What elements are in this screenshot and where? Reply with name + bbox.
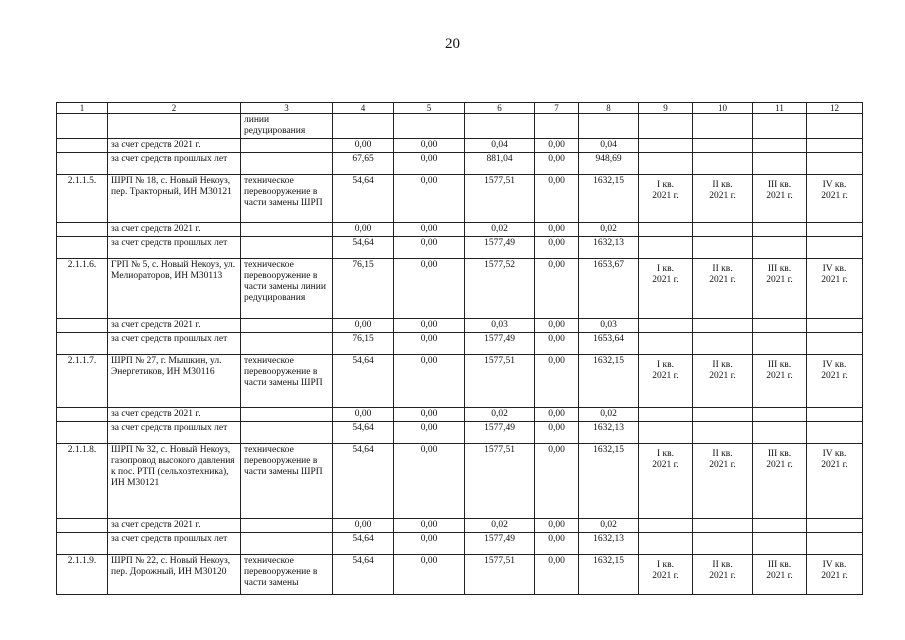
item-number: 2.1.1.8. — [57, 444, 108, 519]
object-name: ШРП № 27, г. Мышкин, ул. Энергетиков, ИН М30116 — [108, 355, 241, 408]
quarter-label: I кв. — [656, 360, 674, 370]
quarter-label: IV кв. — [822, 360, 847, 370]
value-cell: 0,00 — [535, 175, 579, 223]
funding-row — [57, 519, 863, 533]
value-cell: 0,02 — [465, 223, 535, 237]
header-cell: 1 — [57, 103, 108, 114]
value-cell: 0,00 — [394, 223, 465, 237]
value-cell: 1632,13 — [579, 533, 639, 555]
value-cell: 0,02 — [579, 223, 639, 237]
quarter-cell — [639, 444, 693, 519]
value-cell: 0,02 — [579, 519, 639, 533]
value-cell: 1577,49 — [465, 333, 535, 355]
quarter-year: 2021 г. — [709, 191, 736, 201]
quarter-label: II кв. — [712, 560, 733, 570]
funding-row — [57, 237, 863, 259]
value-cell: 0,00 — [535, 422, 579, 444]
funding-row — [57, 333, 863, 355]
value-cell: 67,65 — [333, 153, 394, 175]
value-cell: 881,04 — [465, 153, 535, 175]
quarter-label: I кв. — [656, 560, 674, 570]
table-row — [57, 355, 863, 408]
header-cell: 2 — [108, 103, 241, 114]
work-description: техническое перевооружение в части замены ШРП — [241, 355, 333, 408]
quarter-cell — [693, 555, 753, 595]
value-cell: 1653,64 — [579, 333, 639, 355]
value-cell: 0,00 — [333, 408, 394, 422]
funding-label: за счет средств 2021 г. — [108, 223, 241, 237]
quarter-cell — [753, 555, 807, 595]
quarter-label: IV кв. — [822, 560, 847, 570]
quarter-year: 2021 г. — [766, 275, 793, 285]
quarter-year: 2021 г. — [766, 460, 793, 470]
header-cell: 4 — [333, 103, 394, 114]
quarter-label: II кв. — [712, 449, 733, 459]
value-cell: 54,64 — [333, 422, 394, 444]
quarter-label: I кв. — [656, 180, 674, 190]
value-cell: 0,02 — [465, 408, 535, 422]
value-cell: 0,00 — [394, 153, 465, 175]
work-description: техническое перевооружение в части замены ШРП — [241, 444, 333, 519]
work-description: техническое перевооружение в части замены ШРП — [241, 175, 333, 223]
quarter-cell — [753, 355, 807, 408]
value-cell: 0,00 — [535, 139, 579, 153]
quarter-year: 2021 г. — [709, 571, 736, 581]
value-cell: 1577,49 — [465, 237, 535, 259]
quarter-label: III кв. — [767, 264, 792, 274]
quarter-year: 2021 г. — [821, 275, 848, 285]
quarter-label: II кв. — [712, 180, 733, 190]
page-number: 20 — [445, 36, 460, 52]
object-name: ШРП № 22, с. Новый Некоуз, пер. Дорожный, ИН М30120 — [108, 555, 241, 595]
value-cell: 0,00 — [333, 319, 394, 333]
quarter-label: III кв. — [767, 180, 792, 190]
quarter-year: 2021 г. — [821, 371, 848, 381]
quarter-label: IV кв. — [822, 264, 847, 274]
table-row — [57, 259, 863, 319]
quarter-cell — [693, 355, 753, 408]
quarter-year: 2021 г. — [766, 191, 793, 201]
value-cell: 948,69 — [579, 153, 639, 175]
value-cell: 0,00 — [535, 237, 579, 259]
quarter-year: 2021 г. — [652, 191, 679, 201]
value-cell: 0,00 — [535, 555, 579, 595]
quarter-cell — [639, 175, 693, 223]
value-cell: 0,00 — [535, 408, 579, 422]
quarter-year: 2021 г. — [709, 371, 736, 381]
header-cell: 11 — [753, 103, 807, 114]
value-cell: 1632,15 — [579, 355, 639, 408]
value-cell: 0,04 — [579, 139, 639, 153]
value-cell: 0,00 — [535, 519, 579, 533]
table-row — [57, 555, 863, 595]
value-cell: 0,00 — [333, 223, 394, 237]
value-cell: 0,02 — [579, 408, 639, 422]
quarter-cell — [807, 444, 863, 519]
quarter-label: III кв. — [767, 360, 792, 370]
value-cell: 1632,15 — [579, 555, 639, 595]
value-cell: 0,00 — [394, 408, 465, 422]
funding-label: за счет средств прошлых лет — [108, 237, 241, 259]
quarter-year: 2021 г. — [821, 571, 848, 581]
value-cell: 0,00 — [394, 355, 465, 408]
work-description: техническое перевооружение в части замены линии редуцирования — [241, 259, 333, 319]
header-row — [57, 103, 863, 114]
object-name: ШРП № 18, с. Новый Некоуз, пер. Тракторный, ИН М30121 — [108, 175, 241, 223]
quarter-cell — [807, 175, 863, 223]
value-cell: 76,15 — [333, 333, 394, 355]
value-cell: 0,00 — [394, 139, 465, 153]
funding-label: за счет средств 2021 г. — [108, 519, 241, 533]
quarter-year: 2021 г. — [652, 460, 679, 470]
quarter-label: II кв. — [712, 264, 733, 274]
quarter-year: 2021 г. — [821, 191, 848, 201]
value-cell: 0,00 — [535, 259, 579, 319]
quarter-year: 2021 г. — [652, 371, 679, 381]
header-cell: 7 — [535, 103, 579, 114]
value-cell: 1577,49 — [465, 422, 535, 444]
value-cell: 0,00 — [394, 333, 465, 355]
value-cell: 0,00 — [394, 519, 465, 533]
quarter-cell — [753, 175, 807, 223]
value-cell: 0,00 — [394, 555, 465, 595]
value-cell: 1632,15 — [579, 175, 639, 223]
header-cell: 9 — [639, 103, 693, 114]
value-cell: 0,00 — [333, 519, 394, 533]
header-cell: 12 — [807, 103, 863, 114]
table-row — [57, 175, 863, 223]
funding-row — [57, 533, 863, 555]
value-cell: 0,00 — [394, 422, 465, 444]
object-name: ГРП № 5, с. Новый Некоуз, ул. Мелиораторов, ИН М30113 — [108, 259, 241, 319]
value-cell: 54,64 — [333, 175, 394, 223]
quarter-cell — [807, 355, 863, 408]
value-cell: 0,00 — [394, 237, 465, 259]
work-description: техническое перевооружение в части замены — [241, 555, 333, 595]
header-cell: 8 — [579, 103, 639, 114]
value-cell: 54,64 — [333, 237, 394, 259]
value-cell: 0,00 — [535, 355, 579, 408]
value-cell: 54,64 — [333, 533, 394, 555]
value-cell: 0,00 — [535, 533, 579, 555]
value-cell: 0,00 — [394, 533, 465, 555]
quarter-label: I кв. — [656, 264, 674, 274]
value-cell: 1632,13 — [579, 422, 639, 444]
work-description: линии редуцирования — [241, 114, 333, 139]
funding-label: за счет средств 2021 г. — [108, 408, 241, 422]
value-cell: 1632,13 — [579, 237, 639, 259]
value-cell: 54,64 — [333, 355, 394, 408]
quarter-year: 2021 г. — [709, 460, 736, 470]
quarter-cell — [693, 259, 753, 319]
quarter-cell — [639, 555, 693, 595]
quarter-cell — [807, 259, 863, 319]
value-cell: 1577,49 — [465, 533, 535, 555]
value-cell: 54,64 — [333, 555, 394, 595]
value-cell: 1653,67 — [579, 259, 639, 319]
quarter-year: 2021 г. — [821, 460, 848, 470]
value-cell: 0,03 — [579, 319, 639, 333]
quarter-year: 2021 г. — [766, 571, 793, 581]
value-cell: 0,00 — [394, 444, 465, 519]
value-cell: 0,03 — [465, 319, 535, 333]
funding-label: за счет средств прошлых лет — [108, 333, 241, 355]
header-cell: 10 — [693, 103, 753, 114]
item-number: 2.1.1.5. — [57, 175, 108, 223]
quarter-label: IV кв. — [822, 180, 847, 190]
value-cell: 0,00 — [333, 139, 394, 153]
value-cell: 0,00 — [535, 223, 579, 237]
value-cell: 1577,51 — [465, 355, 535, 408]
value-cell: 0,00 — [535, 444, 579, 519]
funding-label: за счет средств 2021 г. — [108, 319, 241, 333]
quarter-label: III кв. — [767, 560, 792, 570]
value-cell: 0,00 — [394, 259, 465, 319]
funding-row — [57, 319, 863, 333]
value-cell: 1577,51 — [465, 175, 535, 223]
header-cell: 3 — [241, 103, 333, 114]
quarter-cell — [753, 444, 807, 519]
quarter-year: 2021 г. — [652, 275, 679, 285]
quarter-label: III кв. — [767, 449, 792, 459]
value-cell: 76,15 — [333, 259, 394, 319]
funding-row — [57, 408, 863, 422]
value-cell: 1577,51 — [465, 555, 535, 595]
investment-table — [56, 102, 863, 595]
funding-row — [57, 139, 863, 153]
quarter-label: I кв. — [656, 449, 674, 459]
table-row — [57, 444, 863, 519]
value-cell: 0,00 — [535, 319, 579, 333]
value-cell: 1577,52 — [465, 259, 535, 319]
header-cell: 6 — [465, 103, 535, 114]
quarter-cell — [807, 555, 863, 595]
value-cell: 0,04 — [465, 139, 535, 153]
value-cell: 0,00 — [394, 319, 465, 333]
item-number: 2.1.1.9. — [57, 555, 108, 595]
funding-row — [57, 153, 863, 175]
header-cell: 5 — [394, 103, 465, 114]
value-cell: 0,00 — [394, 175, 465, 223]
quarter-cell — [693, 175, 753, 223]
value-cell: 0,00 — [535, 333, 579, 355]
quarter-cell — [639, 259, 693, 319]
value-cell: 1577,51 — [465, 444, 535, 519]
item-number: 2.1.1.7. — [57, 355, 108, 408]
quarter-year: 2021 г. — [709, 275, 736, 285]
value-cell: 1632,15 — [579, 444, 639, 519]
item-number: 2.1.1.6. — [57, 259, 108, 319]
funding-label: за счет средств прошлых лет — [108, 533, 241, 555]
funding-label: за счет средств 2021 г. — [108, 139, 241, 153]
quarter-cell — [639, 355, 693, 408]
funding-row — [57, 422, 863, 444]
quarter-year: 2021 г. — [652, 571, 679, 581]
table-row — [57, 114, 863, 139]
quarter-cell — [693, 444, 753, 519]
quarter-year: 2021 г. — [766, 371, 793, 381]
funding-row — [57, 223, 863, 237]
value-cell: 0,02 — [465, 519, 535, 533]
value-cell: 54,64 — [333, 444, 394, 519]
object-name: ШРП № 32, с. Новый Некоуз, газопровод высокого давления к пос. РТП (сельхозтехника), ИН М30121 — [108, 444, 241, 519]
funding-label: за счет средств прошлых лет — [108, 153, 241, 175]
value-cell: 0,00 — [535, 153, 579, 175]
quarter-label: II кв. — [712, 360, 733, 370]
quarter-label: IV кв. — [822, 449, 847, 459]
funding-label: за счет средств прошлых лет — [108, 422, 241, 444]
quarter-cell — [753, 259, 807, 319]
